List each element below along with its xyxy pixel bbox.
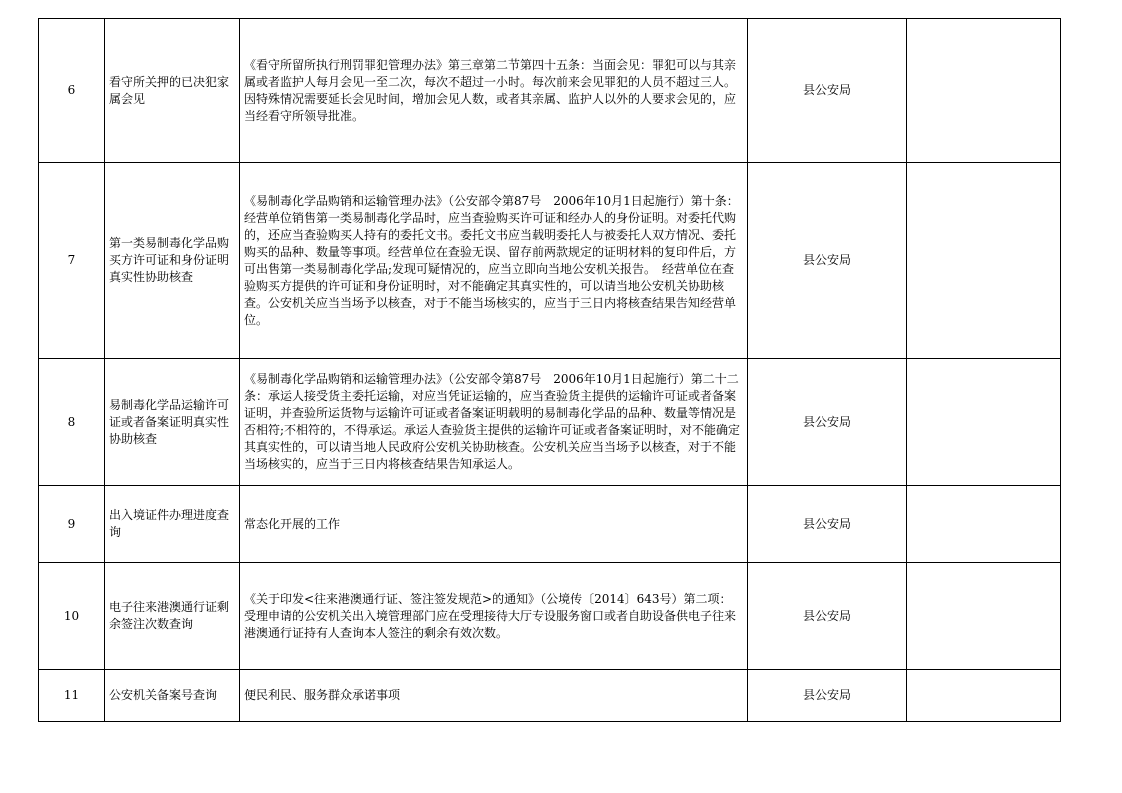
table-row [39,670,1061,722]
row-number: 6 [39,19,105,163]
department: 县公安局 [748,163,907,359]
item-name: 电子往来港澳通行证剩余签注次数查询 [105,563,240,670]
item-name: 第一类易制毒化学品购买方许可证和身份证明真实性协助核查 [105,163,240,359]
remark [907,563,1061,670]
item-name: 易制毒化学品运输许可证或者备案证明真实性协助核查 [105,359,240,486]
row-number: 7 [39,163,105,359]
table-row [39,563,1061,670]
row-number: 10 [39,563,105,670]
department: 县公安局 [748,486,907,563]
table-row [39,359,1061,486]
department: 县公安局 [748,19,907,163]
service-items-table [38,18,1061,722]
legal-basis: 《看守所留所执行刑罚罪犯管理办法》第三章第二节第四十五条：当面会见：罪犯可以与其亲属或者监护人每月会见一至二次，每次不超过一小时。每次前来会见罪犯的人员不超过三人。因特殊情况需要延长会见时间，增加会见人数，或者其亲属、监护人以外的人要求会见的，应当经看守所领导批准。 [240,19,748,163]
legal-basis: 《易制毒化学品购销和运输管理办法》（公安部令第87号 2006年10月1日起施行）第二十二条：承运人接受货主委托运输，对应当凭证运输的，应当查验货主提供的运输许可证或者备案证明，并查验所运货物与运输许可证或者备案证明载明的易制毒化学品的品种、数量等情况是否相符;不相符的，不得承运。承运人查验货主提供的运输许可证或者备案证明时，对不能确定其真实性的，可以请当地人民政府公安机关协助核查。公安机关应当当场予以核查，对于不能当场核实的，应当于三日内将核查结果告知承运人。 [240,359,748,486]
table-row [39,486,1061,563]
department: 县公安局 [748,563,907,670]
remark [907,163,1061,359]
remark [907,359,1061,486]
department: 县公安局 [748,359,907,486]
item-name: 公安机关备案号查询 [105,670,240,722]
remark [907,19,1061,163]
table-row [39,163,1061,359]
row-number: 11 [39,670,105,722]
remark [907,486,1061,563]
item-name: 出入境证件办理进度查询 [105,486,240,563]
remark [907,670,1061,722]
legal-basis: 常态化开展的工作 [240,486,748,563]
department: 县公安局 [748,670,907,722]
legal-basis: 便民利民、服务群众承诺事项 [240,670,748,722]
table-row [39,19,1061,163]
item-name: 看守所关押的已决犯家属会见 [105,19,240,163]
row-number: 8 [39,359,105,486]
legal-basis: 《关于印发<往来港澳通行证、签注签发规范>的通知》（公境传〔2014〕643号）第二项：受理申请的公安机关出入境管理部门应在受理接待大厅专设服务窗口或者自助设备供电子往来港澳通行证持有人查询本人签注的剩余有效次数。 [240,563,748,670]
legal-basis: 《易制毒化学品购销和运输管理办法》（公安部令第87号 2006年10月1日起施行）第十条：经营单位销售第一类易制毒化学品时，应当查验购买许可证和经办人的身份证明。对委托代购的，还应当查验购买人持有的委托文书。委托文书应当载明委托人与被委托人双方情况、委托购买的品种、数量等事项。经营单位在查验无误、留存前两款规定的证明材料的复印件后，方可出售第一类易制毒化学品;发现可疑情况的，应当立即向当地公安机关报告。 经营单位在查验购买方提供的许可证和身份证明时，对不能确定其真实性的，可以请当地公安机关协助核查。公安机关应当当场予以核查，对于不能当场核实的，应当于三日内将核查结果告知经营单位。 [240,163,748,359]
row-number: 9 [39,486,105,563]
